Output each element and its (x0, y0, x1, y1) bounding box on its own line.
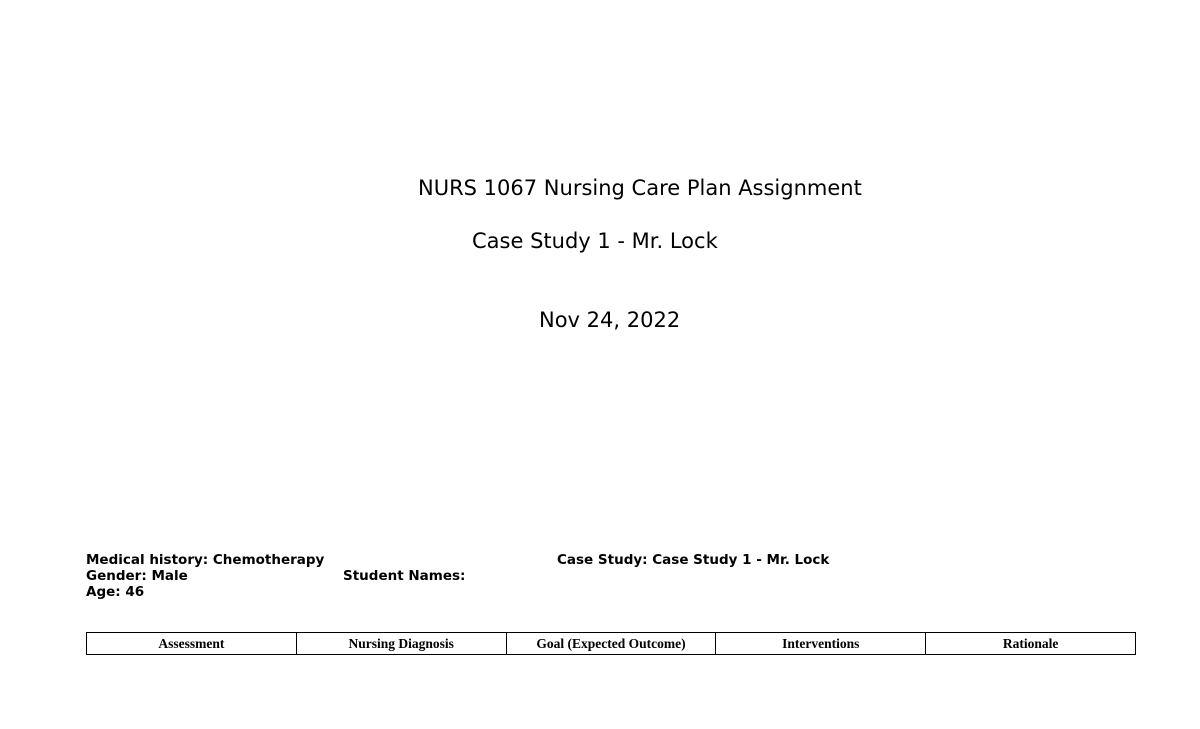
gender-label: Gender: (86, 568, 147, 584)
header-interventions: Interventions (716, 633, 926, 655)
age-label: Age: (86, 584, 121, 600)
medical-history (86, 552, 324, 568)
table-header-row (87, 633, 1136, 655)
header-rationale: Rationale (926, 633, 1136, 655)
student-names-label: Student Names: (343, 568, 466, 584)
medical-history-value: Chemotherapy (212, 552, 325, 568)
gender (86, 568, 188, 584)
document-title: NURS 1067 Nursing Care Plan Assignment (418, 176, 862, 200)
gender-value: Male (151, 568, 188, 584)
header-nursing-diagnosis: Nursing Diagnosis (296, 633, 506, 655)
case-study-value: Case Study 1 - Mr. Lock (652, 552, 830, 568)
medical-history-label: Medical history: (86, 552, 209, 568)
header-goal: Goal (Expected Outcome) (506, 633, 716, 655)
care-plan-table (86, 632, 1136, 655)
header-assessment: Assessment (87, 633, 297, 655)
document-date: Nov 24, 2022 (539, 308, 681, 332)
age (86, 584, 144, 600)
case-study (557, 552, 829, 568)
student-names (343, 568, 465, 584)
document-subtitle: Case Study 1 - Mr. Lock (472, 229, 718, 253)
case-study-label: Case Study: (557, 552, 648, 568)
age-value: 46 (125, 584, 145, 600)
